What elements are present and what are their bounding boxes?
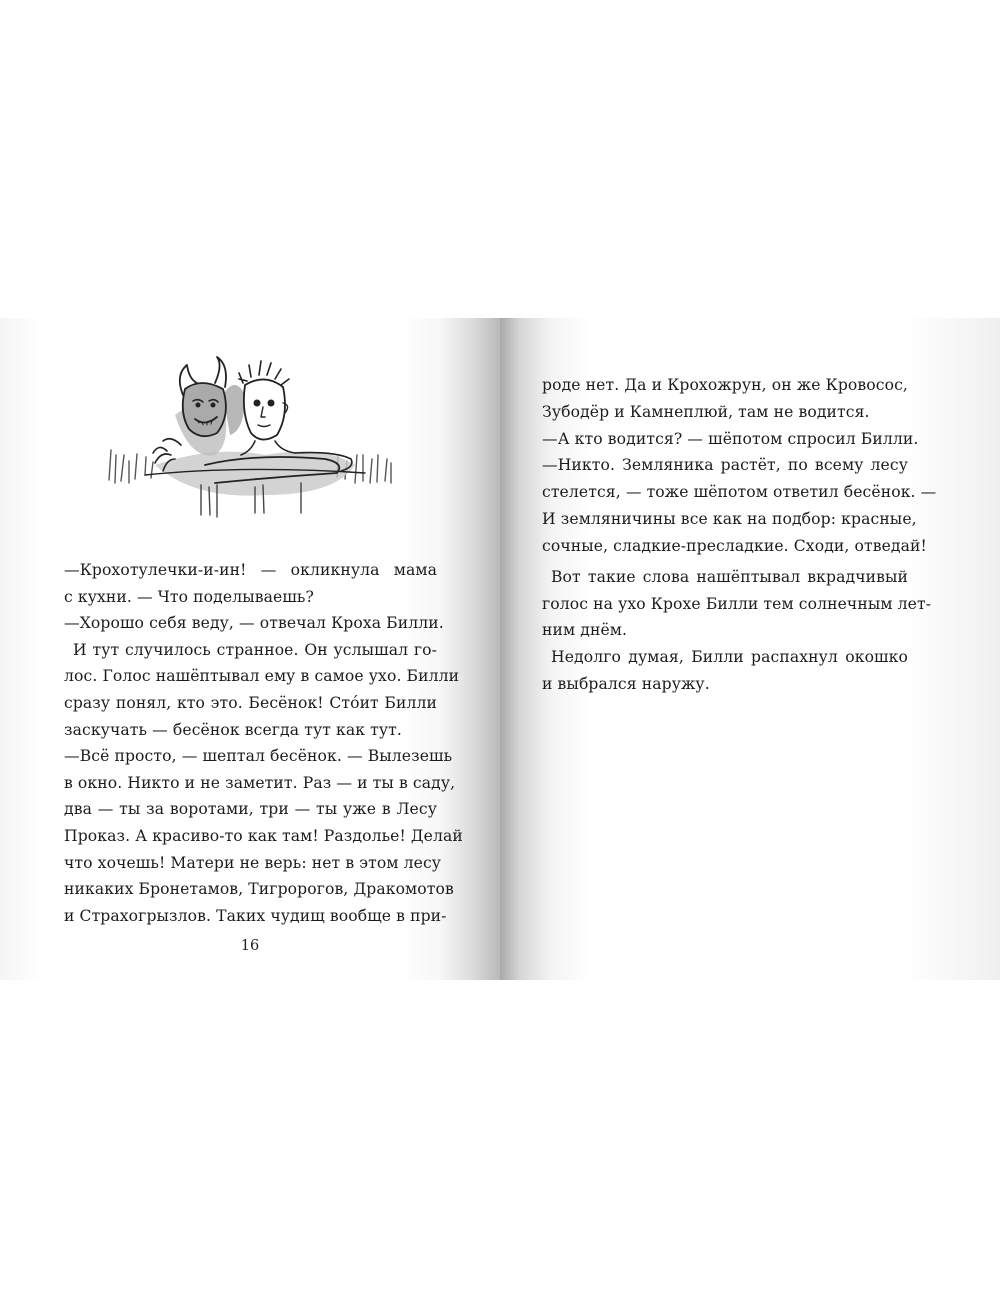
left-text-line: —Всё просто, — шептал бесёнок. — Вылезешь [64,747,453,766]
right-text-line: Недолго думая, Билли распахнул окошко [551,648,908,666]
right-text-line: голос на ухо Крохе Билли тем солнечным лет- [542,595,932,613]
left-text-line: с кухни. — Что поделываешь? [64,587,314,606]
right-text-line: И земляничины все как на подбор: красные, [542,510,917,528]
right-text-line: Вот такие слова нашёптывал вкрадчивый [551,568,908,586]
left-text-line: заскучать — бесёнок всегда тут как тут. [64,720,402,739]
left-text-line: —Крохотулечки-и-ин! — окликнула мама [64,561,437,579]
right-text-line: —А кто водится? — шёпотом спросил Билли. [542,430,919,448]
left-text-line: сразу понял, кто это. Бесёнок! Стóит Билли [64,694,437,712]
right-text-line: Зубодёр и Камнеплюй, там не водится. [542,403,870,421]
right-text-line: стелется, — тоже шёпотом ответил бесёнок. — [542,483,937,501]
page-number: 16 [240,938,260,954]
left-text-line: лос. Голос нашёптывал ему в самое ухо. Билли [64,667,460,686]
right-text-line: ним днём. [542,621,628,639]
illustration-imp-and-boy [105,355,395,525]
left-text-line: что хочешь! Матери не верь: нет в этом лесу [64,853,442,872]
left-text-line: никаких Бронетамов, Тигророгов, Дракомотов [64,880,454,899]
right-text-line: роде нет. Да и Крохожрун, он же Кровосос, [542,376,908,394]
left-text-line: —Хорошо себя веду, — отвечал Кроха Билли. [64,614,444,633]
left-text-line: и Страхогрызлов. Таких чудищ вообще в при- [64,906,447,925]
left-text-line: в окно. Никто и не заметит. Раз — и ты в саду, [64,773,456,792]
left-text-line: два — ты за воротами, три — ты уже в Лесу [64,800,437,819]
right-text-line: и выбрался наружу. [542,675,710,693]
right-text-line: —Никто. Земляника растёт, по всему лесу [542,456,908,474]
left-text-line: И тут случилось странное. Он услышал го- [73,640,437,659]
left-text-line: Проказ. А красиво-то как там! Раздолье! Делай [64,827,463,845]
right-text-line: сочные, сладкие-пресладкие. Сходи, отведай! [542,537,927,555]
